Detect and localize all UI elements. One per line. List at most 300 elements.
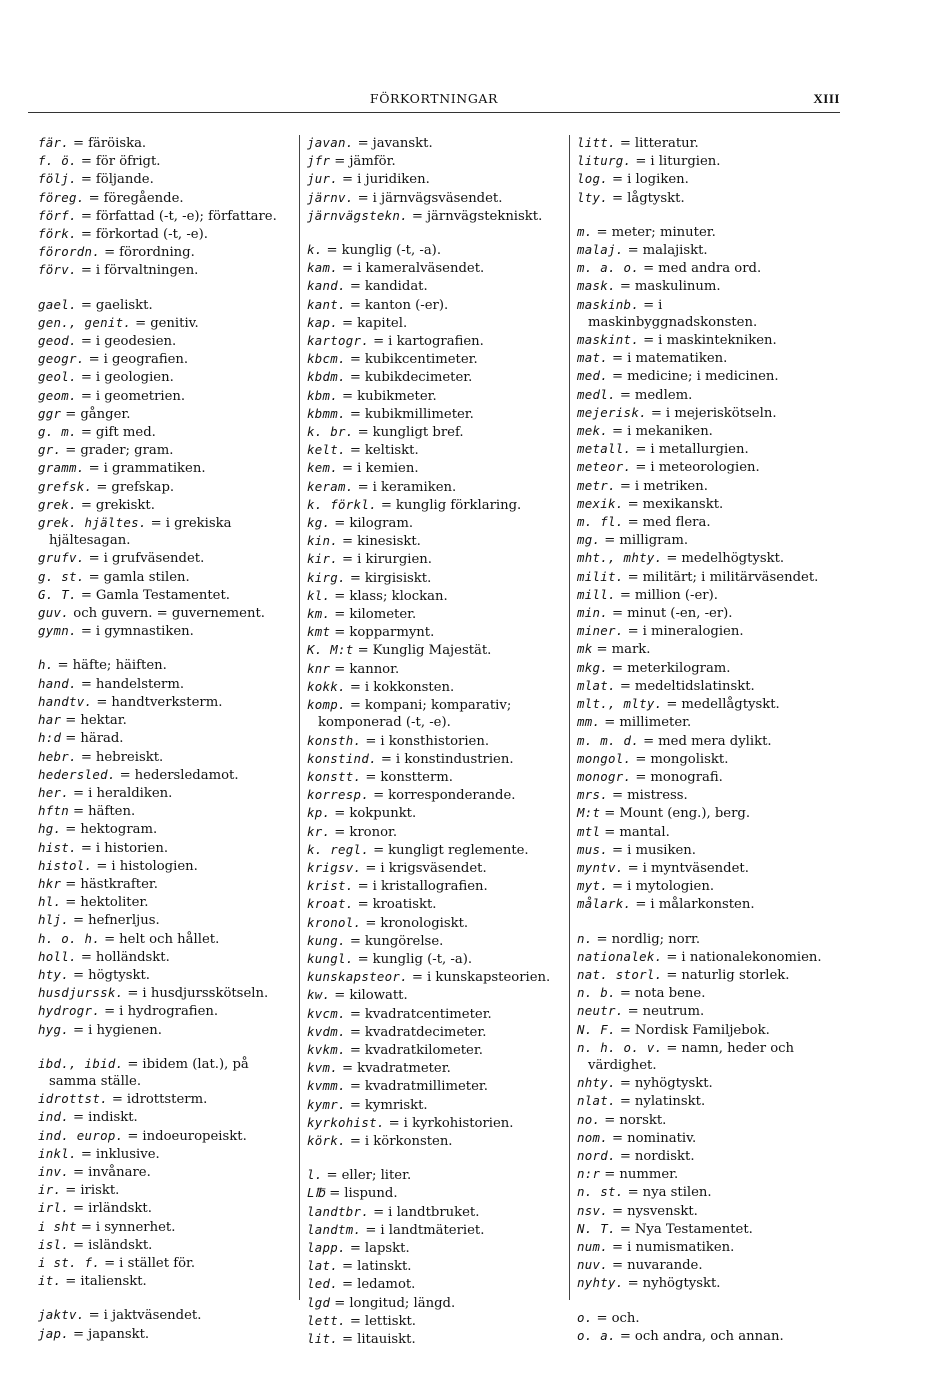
abbreviation: h:d xyxy=(38,730,62,746)
abbreviation-entry xyxy=(307,1023,559,1041)
definition: i husdjursskötseln. xyxy=(142,986,269,1002)
abbreviation: k. br. xyxy=(307,424,354,440)
abbreviation-entry xyxy=(577,586,831,604)
abbreviation-entry xyxy=(577,966,831,984)
abbreviation-entry xyxy=(307,170,559,188)
letter-group xyxy=(307,134,559,225)
definition: i matematiken. xyxy=(627,351,728,367)
abbreviation: monogr. xyxy=(577,768,632,784)
abbreviation: med. xyxy=(577,368,609,384)
equals-sign: = xyxy=(666,1040,678,1056)
abbreviation-entry xyxy=(577,1183,831,1201)
abbreviation: mlat. xyxy=(577,677,616,693)
definition: i metriken. xyxy=(634,478,708,494)
definition: i maskinbyggnadskonsten. xyxy=(588,297,758,330)
abbreviation: följ. xyxy=(38,171,77,187)
definition: i kartografien. xyxy=(388,334,484,350)
abbreviation-entry xyxy=(577,1147,831,1165)
abbreviation-entry xyxy=(307,587,559,605)
definition: hästkrafter. xyxy=(80,876,158,892)
page-number: XIII xyxy=(813,91,840,106)
abbreviation: i st. f. xyxy=(38,1254,101,1270)
abbreviation-entry xyxy=(38,729,288,747)
definition: i jaktväsendet. xyxy=(103,1308,202,1324)
definition: i geodesien. xyxy=(95,334,177,350)
equals-sign: = xyxy=(73,1237,85,1253)
definition: kandidat. xyxy=(364,279,428,295)
definition: följande. xyxy=(95,172,154,188)
equals-sign: = xyxy=(342,1259,354,1275)
equals-sign: = xyxy=(627,1276,639,1292)
abbreviation: geom. xyxy=(38,387,77,403)
abbreviation: kin. xyxy=(307,533,339,549)
abbreviation-entry xyxy=(38,152,288,170)
equals-sign: = xyxy=(111,1092,123,1108)
abbreviation-entry xyxy=(307,1041,559,1059)
equals-sign: = xyxy=(88,190,100,206)
abbreviation: förordn. xyxy=(38,244,101,260)
abbreviation: lgd xyxy=(307,1294,331,1310)
definition: i geometrien. xyxy=(95,388,186,404)
equals-sign: = xyxy=(612,424,624,440)
definition: grader; gram. xyxy=(80,443,174,459)
abbreviation-entry xyxy=(577,804,831,822)
equals-sign: = xyxy=(349,443,361,459)
abbreviation: hl. xyxy=(38,894,62,910)
abbreviation: javan. xyxy=(307,135,354,150)
equals-sign: = xyxy=(357,190,369,206)
letter-group xyxy=(38,296,288,641)
equals-sign: = xyxy=(119,767,131,783)
definition: nuvarande. xyxy=(627,1258,703,1274)
definition: Nordisk Familjebok. xyxy=(634,1022,770,1038)
abbreviation: lit. xyxy=(307,1331,339,1346)
abbreviation-entry xyxy=(38,549,288,567)
abbreviation: mus. xyxy=(577,841,609,857)
abbreviation: krigsv. xyxy=(307,859,362,875)
equals-sign: = xyxy=(357,479,369,495)
abbreviation-entry xyxy=(307,1203,559,1221)
abbreviation-entry xyxy=(307,895,559,913)
definition: mexikanskt. xyxy=(642,496,724,512)
equals-sign: = xyxy=(349,1240,361,1256)
abbreviation-entry xyxy=(307,1275,559,1293)
abbreviation: korresp. xyxy=(307,787,370,803)
abbreviation: kam. xyxy=(307,260,339,276)
equals-sign: = xyxy=(365,769,377,785)
abbreviation: mlt., mlty. xyxy=(577,696,663,712)
abbreviation: hlj. xyxy=(38,912,70,928)
abbreviation: kbcm. xyxy=(307,351,346,367)
definition: i nationalekonomien. xyxy=(681,949,822,965)
definition: kilometer. xyxy=(349,607,417,623)
definition: kroatiskt. xyxy=(372,897,437,913)
equals-sign: = xyxy=(596,931,608,947)
abbreviation: konstind. xyxy=(307,750,377,766)
definition: nummer. xyxy=(619,1167,679,1183)
abbreviation: litt. xyxy=(577,135,616,150)
abbreviation: kirg. xyxy=(307,569,346,585)
abbreviation: n. b. xyxy=(577,985,616,1001)
abbreviation: medl. xyxy=(577,386,616,402)
equals-sign: = xyxy=(349,570,361,586)
letter-group xyxy=(38,1306,288,1342)
definition: keltiskt. xyxy=(364,443,419,459)
definition: kunglig (-t, -a). xyxy=(341,243,442,259)
abbreviation: ir. xyxy=(38,1182,62,1198)
abbreviation-entry xyxy=(307,914,559,932)
abbreviation-entry xyxy=(307,932,559,950)
equals-sign: = xyxy=(627,1004,639,1020)
definition: kubikmillimeter. xyxy=(364,406,474,422)
column-divider xyxy=(299,135,300,1300)
abbreviation: N. T. xyxy=(577,1220,616,1236)
abbreviation-entry xyxy=(38,170,288,188)
definition: i järnvägsväsendet. xyxy=(372,190,503,206)
definition: longitud; längd. xyxy=(349,1295,456,1311)
definition: i gymnastiken. xyxy=(95,624,194,640)
abbreviation-entry xyxy=(307,207,559,225)
abbreviation-entry xyxy=(38,948,288,966)
abbreviation: kem. xyxy=(307,460,339,476)
equals-sign: = xyxy=(334,516,346,532)
equals-sign: = xyxy=(627,515,639,531)
definition: kunglig (-t, -a). xyxy=(372,951,473,967)
definition: indoeuropeiskt. xyxy=(142,1128,247,1144)
abbreviation-entry xyxy=(577,786,831,804)
abbreviation-entry xyxy=(38,1090,288,1108)
abbreviation-entry xyxy=(307,241,559,259)
equals-sign: = xyxy=(612,660,624,676)
abbreviation-entry xyxy=(38,622,288,640)
abbreviation: kp. xyxy=(307,805,331,821)
definition: i kokkonsten. xyxy=(364,679,455,695)
definition: kvadratmeter. xyxy=(357,1061,451,1077)
equals-sign: = xyxy=(96,479,108,495)
abbreviation: förk. xyxy=(38,226,77,242)
abbreviation-entry xyxy=(307,423,559,441)
abbreviation: milit. xyxy=(577,568,624,584)
abbreviation-entry xyxy=(38,1021,288,1039)
page-header xyxy=(28,91,840,111)
abbreviation-entry xyxy=(307,1294,559,1312)
equals-sign: = xyxy=(65,1183,77,1199)
equals-sign: = xyxy=(666,949,678,965)
abbreviation-entry xyxy=(38,857,288,875)
abbreviation-entry xyxy=(38,984,288,1002)
abbreviation: h. xyxy=(38,657,54,673)
abbreviation-entry xyxy=(38,350,288,368)
abbreviation-entry xyxy=(307,605,559,623)
abbreviation: jfr xyxy=(307,153,331,169)
abbreviation-entry xyxy=(38,711,288,729)
abbreviation: kant. xyxy=(307,296,346,312)
abbreviation: m. xyxy=(577,223,593,239)
definition: naturlig storlek. xyxy=(681,967,790,983)
abbreviation: förv. xyxy=(38,262,77,278)
abbreviation: m. fl. xyxy=(577,514,624,530)
abbreviation-entry xyxy=(577,659,831,677)
abbreviation-entry xyxy=(307,859,559,877)
equals-sign: = xyxy=(388,1115,400,1131)
equals-sign: = xyxy=(643,333,655,349)
equals-sign: = xyxy=(612,1258,624,1274)
abbreviation: f. ö. xyxy=(38,153,77,169)
abbreviation: metall. xyxy=(577,441,632,457)
definition: i kunskapsteorien. xyxy=(426,970,551,986)
abbreviation-entry xyxy=(38,314,288,332)
equals-sign: = xyxy=(334,661,346,677)
abbreviation-entry xyxy=(577,189,831,207)
definition: hebreiskt. xyxy=(95,749,164,765)
abbreviation: nom. xyxy=(577,1129,609,1145)
abbreviation: kokk. xyxy=(307,678,346,694)
definition: norskt. xyxy=(619,1112,667,1128)
abbreviation-entry xyxy=(307,1059,559,1077)
abbreviation-entry xyxy=(307,550,559,568)
equals-sign: = xyxy=(334,806,346,822)
equals-sign: = xyxy=(619,1094,631,1110)
definition: i krigsväsendet. xyxy=(380,860,487,876)
abbreviation-entry xyxy=(38,296,288,314)
abbreviation: järnv. xyxy=(307,189,354,205)
abbreviation-entry xyxy=(38,1236,288,1254)
abbreviation: gael. xyxy=(38,296,77,312)
abbreviation-entry xyxy=(38,1163,288,1181)
abbreviation-entry xyxy=(38,1199,288,1217)
definition: i landtbruket. xyxy=(388,1204,480,1220)
abbreviation: mek. xyxy=(577,423,609,439)
abbreviation: hftn xyxy=(38,803,70,819)
equals-sign: = xyxy=(80,497,92,513)
equals-sign: = xyxy=(349,698,361,714)
abbreviation: hty. xyxy=(38,966,70,982)
abbreviation-entry xyxy=(577,1111,831,1129)
equals-sign: = xyxy=(80,154,92,170)
abbreviation-entry xyxy=(577,422,831,440)
equals-sign: = xyxy=(342,388,354,404)
definition: och andra, och annan. xyxy=(634,1328,784,1344)
abbreviation: kronol. xyxy=(307,914,362,930)
equals-sign: = xyxy=(357,136,369,151)
equals-sign: = xyxy=(604,533,616,549)
abbreviation: m. a. o. xyxy=(577,260,640,276)
abbreviation-entry xyxy=(307,841,559,859)
definition: italienskt. xyxy=(80,1274,147,1290)
definition: kompani; komparativ; komponerad (-t, -e). xyxy=(318,698,512,731)
abbreviation: min. xyxy=(577,605,609,621)
abbreviation-entry xyxy=(577,440,831,458)
abbreviation-entry xyxy=(577,895,831,913)
definition: invånare. xyxy=(88,1164,151,1180)
abbreviation: mongol. xyxy=(577,750,632,766)
abbreviation: kir. xyxy=(307,551,339,567)
abbreviation-entry xyxy=(38,134,288,152)
abbreviation-entry xyxy=(577,677,831,695)
equals-sign: = xyxy=(334,607,346,623)
equals-sign: = xyxy=(65,1274,77,1290)
definition: monografi. xyxy=(650,769,723,785)
abbreviation: metr. xyxy=(577,477,616,493)
abbreviation: k. regl. xyxy=(307,841,370,857)
equals-sign: = xyxy=(373,334,385,350)
letter-group xyxy=(577,1309,831,1345)
equals-sign: = xyxy=(357,425,369,441)
equals-sign: = xyxy=(334,588,346,604)
abbreviation: kr. xyxy=(307,823,331,839)
equals-sign: = xyxy=(73,1326,85,1342)
abbreviation: kl. xyxy=(307,587,331,603)
abbreviation-entry xyxy=(38,459,288,477)
abbreviation: kvm. xyxy=(307,1060,339,1076)
abbreviation-entry xyxy=(38,748,288,766)
definition: häften. xyxy=(88,804,136,820)
definition: högtyskt. xyxy=(88,967,150,983)
equals-sign: = xyxy=(342,261,354,277)
equals-sign: = xyxy=(604,1167,616,1183)
abbreviation: h. o. h. xyxy=(38,930,101,946)
definition: kymriskt. xyxy=(364,1097,428,1113)
definition: förordning. xyxy=(119,245,195,261)
abbreviation: m. m. d. xyxy=(577,732,640,748)
abbreviation: handtv. xyxy=(38,693,93,709)
definition: i stället för. xyxy=(119,1255,196,1271)
equals-sign: = xyxy=(619,1328,631,1344)
definition: mantal. xyxy=(619,824,670,840)
equals-sign: = xyxy=(612,1130,624,1146)
equals-sign: = xyxy=(627,860,639,876)
abbreviation-entry xyxy=(577,241,831,259)
abbreviation-entry xyxy=(307,678,559,696)
definition: idrottsterm. xyxy=(126,1092,208,1108)
abbreviation-entry xyxy=(577,568,831,586)
abbreviation: kmt xyxy=(307,624,331,640)
equals-sign: = xyxy=(88,352,100,368)
equals-sign: = xyxy=(596,224,608,240)
abbreviation-entry xyxy=(577,134,831,152)
equals-sign: = xyxy=(80,334,92,350)
header-rule xyxy=(28,112,840,113)
abbreviation-entry xyxy=(577,841,831,859)
abbreviation-entry xyxy=(38,911,288,929)
equals-sign: = xyxy=(73,967,85,983)
equals-sign: = xyxy=(619,478,631,494)
abbreviation-entry xyxy=(38,766,288,784)
definition: nordlig; norr. xyxy=(611,931,701,947)
equals-sign: = xyxy=(57,658,69,674)
equals-sign: = xyxy=(373,1204,385,1220)
definition: isländskt. xyxy=(88,1237,153,1253)
abbreviation: jur. xyxy=(307,171,339,187)
abbreviation-entry xyxy=(38,966,288,984)
abbreviation-entry xyxy=(307,1257,559,1275)
abbreviation: jaktv. xyxy=(38,1307,85,1323)
abbreviation-entry xyxy=(577,948,831,966)
equals-sign: = xyxy=(627,496,639,512)
definition: i målarkonsten. xyxy=(650,897,755,913)
abbreviation-entry xyxy=(577,768,831,786)
abbreviation-entry xyxy=(577,296,831,331)
equals-sign: = xyxy=(342,1277,354,1293)
abbreviation-entry xyxy=(38,1181,288,1199)
definition: lispund. xyxy=(344,1186,398,1202)
definition: kubikcentimeter. xyxy=(364,352,478,368)
abbreviation-entry xyxy=(577,695,831,713)
definition: i logiken. xyxy=(627,172,689,188)
equals-sign: = xyxy=(349,297,361,313)
definition: i keramiken. xyxy=(372,479,457,495)
definition: i metallurgien. xyxy=(650,442,749,458)
abbreviation-entry xyxy=(38,189,288,207)
abbreviation-entry xyxy=(307,696,559,731)
equals-sign: = xyxy=(342,172,354,188)
abbreviation-entry xyxy=(307,1114,559,1132)
equals-sign: = xyxy=(635,751,647,767)
abbreviation-entry xyxy=(307,1239,559,1257)
abbreviation: g. st. xyxy=(38,568,85,584)
definition: järnvägstekniskt. xyxy=(426,208,543,224)
equals-sign: = xyxy=(619,1221,631,1237)
abbreviation-entry xyxy=(38,441,288,459)
abbreviation-entry xyxy=(307,478,559,496)
definition: i grammatiken. xyxy=(103,461,206,477)
letter-group xyxy=(307,241,559,1150)
definition: korresponderande. xyxy=(388,788,516,804)
equals-sign: = xyxy=(619,986,631,1002)
abbreviation: o. xyxy=(577,1309,593,1325)
equals-sign: = xyxy=(380,751,392,767)
abbreviation-entry xyxy=(577,170,831,188)
definition: genitiv. xyxy=(150,315,199,331)
abbreviation: kg. xyxy=(307,515,331,531)
abbreviation-entry xyxy=(38,675,288,693)
definition: mark. xyxy=(611,642,651,658)
definition: kannor. xyxy=(349,661,400,677)
abbreviation-entry xyxy=(38,261,288,279)
definition: hektar. xyxy=(80,713,127,729)
abbreviation-entry xyxy=(307,296,559,314)
abbreviation: ibd., ibid. xyxy=(38,1055,124,1071)
abbreviation-entry xyxy=(38,930,288,948)
equals-sign: = xyxy=(619,279,631,295)
abbreviation-entry xyxy=(307,277,559,295)
equals-sign: = xyxy=(80,1146,92,1162)
equals-sign: = xyxy=(380,497,392,513)
equals-sign: = xyxy=(65,731,77,747)
abbreviation: hand. xyxy=(38,675,77,691)
equals-sign: = xyxy=(127,1128,139,1144)
abbreviation: i sht xyxy=(38,1218,77,1234)
equals-sign: = xyxy=(357,643,369,659)
definition: japanskt. xyxy=(88,1326,150,1342)
definition: eller; liter. xyxy=(341,1168,412,1184)
definition: för öfrigt. xyxy=(95,154,161,170)
abbreviation: grufv. xyxy=(38,550,85,566)
equals-sign: = xyxy=(619,587,631,603)
abbreviation: maskinb. xyxy=(577,296,640,312)
abbreviation-entry xyxy=(307,1005,559,1023)
abbreviation-entry xyxy=(38,225,288,243)
abbreviation: n. st. xyxy=(577,1184,624,1200)
abbreviation-entry xyxy=(38,893,288,911)
equals-sign: = xyxy=(596,1310,608,1326)
equals-sign: = xyxy=(349,1133,361,1149)
abbreviation: kvdm. xyxy=(307,1023,346,1039)
equals-sign: = xyxy=(604,715,616,731)
abbreviation: kw. xyxy=(307,987,331,1003)
abbreviation: föreg. xyxy=(38,189,85,205)
abbreviation: mtl xyxy=(577,823,601,839)
